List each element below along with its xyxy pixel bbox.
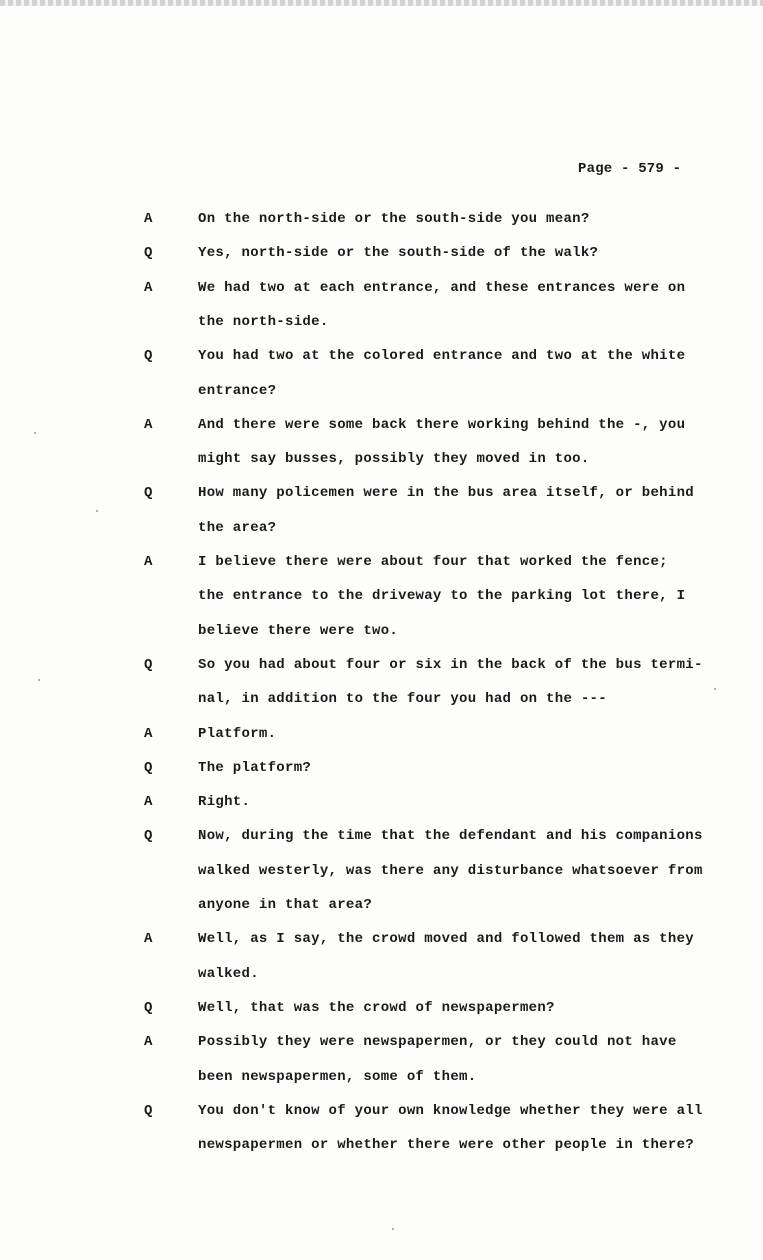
transcript-line: I believe there were about four that worked the fence; (198, 554, 668, 570)
transcript-line: Right. (198, 794, 251, 811)
scan-speck (96, 510, 98, 512)
speaker-label: Q (144, 245, 153, 262)
transcript-line: Now, during the time that the defendant and his companions (198, 828, 703, 845)
transcript-line: been newspapermen, some of them. (198, 1068, 477, 1085)
transcript-line: Well, as I say, the crowd moved and followed them as they (198, 931, 694, 948)
transcript-line: So you had about four or six in the back of the bus termi- (198, 656, 703, 673)
transcript-line: believe there were two. (198, 622, 399, 639)
speaker-label: A (144, 211, 153, 227)
scan-speck (34, 432, 36, 434)
transcript-line: On the north-side or the south-side you mean? (198, 211, 590, 227)
transcript-line: How many policemen were in the bus area itself, or behind (198, 485, 694, 502)
speaker-label: A (144, 931, 153, 948)
transcript-line: the area? (198, 519, 277, 536)
transcript-line: You had two at the colored entrance and two at the white (198, 348, 686, 365)
transcript-line: might say busses, possibly they moved in too. (198, 451, 590, 468)
speaker-label: A (144, 1034, 153, 1051)
transcript-line: Possibly they were newspapermen, or they could not have (198, 1034, 677, 1051)
transcript-line: walked. (198, 965, 259, 982)
transcript-line: And there were some back there working behind the -, you (198, 416, 686, 433)
transcript-line: We had two at each entrance, and these entrances were on (198, 279, 686, 296)
speaker-label: Q (144, 656, 153, 673)
speaker-label: Q (144, 348, 153, 365)
transcript-line: nal, in addition to the four you had on the --- (198, 691, 607, 708)
transcript-line: newspapermen or whether there were other people in there? (198, 1137, 694, 1154)
transcript-line: walked westerly, was there any disturbance whatsoever from (198, 862, 703, 879)
speaker-label: A (144, 279, 153, 296)
transcript-line: the entrance to the driveway to the parking lot there, I (198, 588, 686, 605)
speaker-label: A (144, 725, 153, 742)
page-number: Page - 579 - (578, 161, 682, 177)
speaker-label: A (144, 794, 153, 811)
transcript-line: Platform. (198, 725, 277, 742)
transcript-line: entrance? (198, 382, 277, 399)
speaker-label: Q (144, 485, 153, 502)
transcript-line: anyone in that area? (198, 897, 373, 913)
transcript-line: Yes, north-side or the south-side of the walk? (198, 245, 599, 262)
scan-speck (38, 679, 40, 681)
scan-speck (714, 688, 716, 690)
speaker-label: Q (144, 828, 153, 845)
transcript-line: The platform? (198, 759, 312, 776)
speaker-label: Q (144, 1102, 153, 1119)
speaker-label: Q (144, 999, 153, 1016)
scan-speck (392, 1228, 394, 1230)
speaker-label: A (144, 554, 153, 570)
speaker-label: Q (144, 759, 153, 776)
transcript-line: the north-side. (198, 313, 329, 330)
speaker-label: A (144, 416, 153, 433)
transcript-line: Well, that was the crowd of newspapermen? (198, 999, 555, 1016)
transcript-line: You don't know of your own knowledge whether they were all (198, 1102, 703, 1119)
